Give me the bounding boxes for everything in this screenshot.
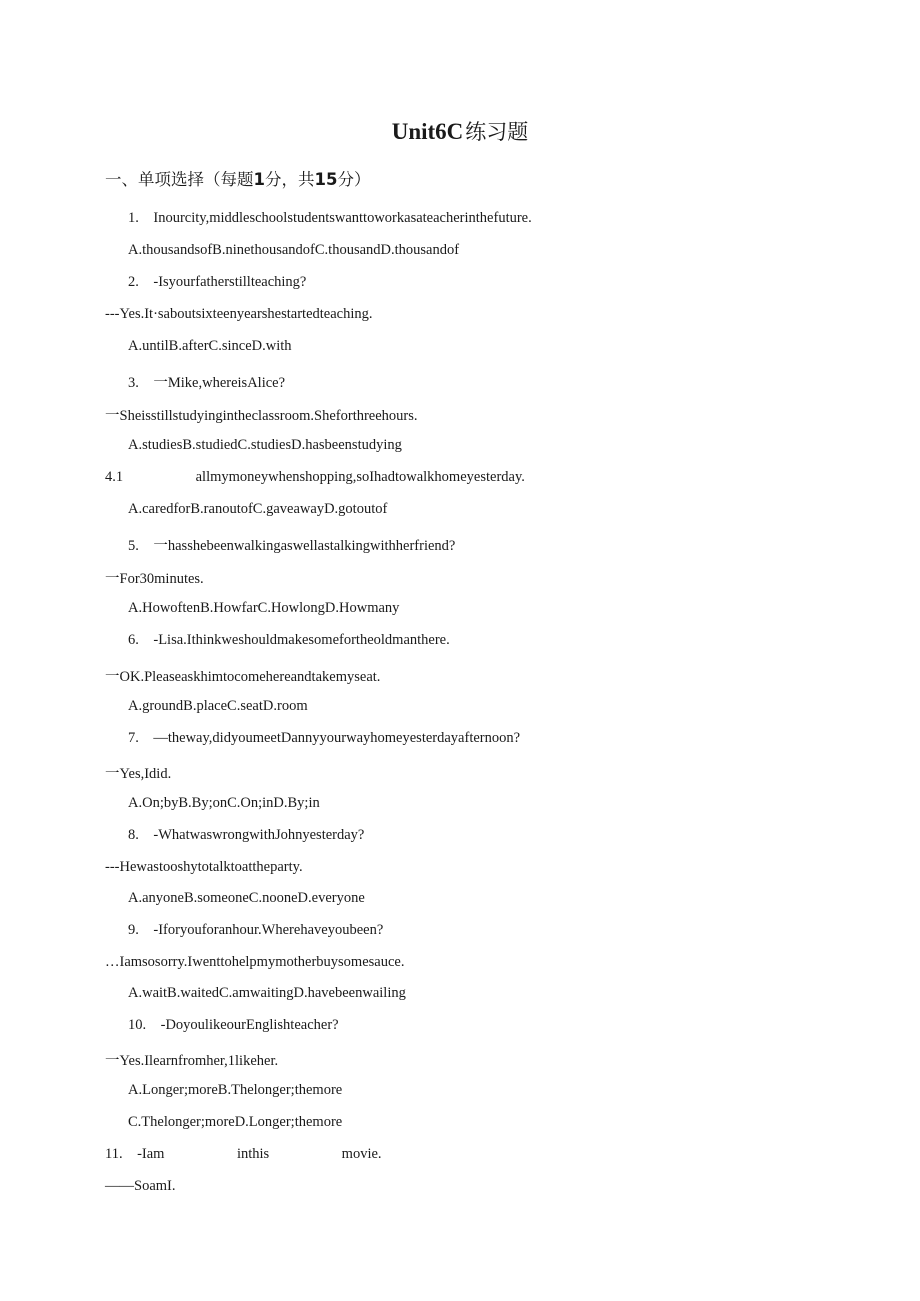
q10-options-cd: C.Thelonger;moreD.Longer;themore — [128, 1114, 343, 1130]
q5-stem: 5. 一hasshebeenwalkingaswellastalkingwithherfriend? — [128, 538, 456, 554]
q10-options-ab: A.Longer;moreB.Thelonger;themore — [128, 1082, 343, 1098]
q5-options: A.HowoftenB.HowfarC.HowlongD.Howmany — [128, 600, 400, 616]
q9-options: A.waitB.waitedC.amwaitingD.havebeenwailing — [128, 985, 406, 1001]
q1-stem: 1. Inourcity,middleschoolstudentswanttoworkasateacherinthefuture. — [128, 210, 532, 226]
title-cn: 练习题 — [465, 120, 529, 144]
q6-options: A.groundB.placeC.seatD.room — [128, 698, 308, 714]
section-total: 15 — [314, 170, 338, 189]
q4-stem: 4.1 allmymoneywhenshopping,soIhadtowalkhomeyesterday. — [105, 469, 525, 485]
q3-options: A.studiesB.studiedC.studiesD.hasbeenstudying — [128, 437, 402, 453]
q11-stem: 11. -Iam inthis movie. — [105, 1146, 382, 1162]
q5-reply: 一For30minutes. — [105, 571, 204, 587]
section-heading — [105, 166, 370, 190]
section-points: 1 — [253, 170, 265, 189]
q2-stem: 2. -Isyourfatherstillteaching? — [128, 274, 307, 290]
page-title — [0, 116, 920, 146]
q10-reply: 一Yes.Ilearnfromher,1likeher. — [105, 1053, 279, 1069]
q3-reply: 一Sheisstillstudyingintheclassroom.Sheforthreehours. — [105, 408, 418, 424]
q11-reply: ——SoamI. — [105, 1178, 176, 1194]
q7-stem: 7. —theway,didyoumeetDannyyourwayhomeyesterdayafternoon? — [128, 730, 521, 746]
q6-stem: 6. -Lisa.Ithinkweshouldmakesomefortheoldmanthere. — [128, 632, 450, 648]
section-prefix: 一、单项选择（每题 — [105, 170, 254, 189]
q1-options: A.thousandsofB.ninethousandofC.thousandD.thousandof — [128, 242, 460, 258]
q3-stem: 3. 一Mike,whereisAlice? — [128, 375, 286, 391]
q2-reply: ---Yes.It·saboutsixteenyearshestartedteaching. — [105, 306, 373, 322]
q4-options: A.caredforB.ranoutofC.gaveawayD.gotoutof — [128, 501, 388, 517]
q7-reply: 一Yes,Idid. — [105, 766, 172, 782]
title-text: Unit6C — [391, 119, 464, 144]
section-suffix: 分） — [337, 170, 371, 189]
q9-reply: …Iamsosorry.Iwenttohelpmymotherbuysomesauce. — [105, 954, 405, 970]
q9-stem: 9. -Iforyouforanhour.Wherehaveyoubeen? — [128, 922, 384, 938]
section-mid: 分，共 — [264, 170, 315, 189]
q8-stem: 8. -WhatwaswrongwithJohnyesterday? — [128, 827, 365, 843]
q8-reply: ---Hewastooshytotalktoattheparty. — [105, 859, 303, 875]
q8-options: A.anyoneB.someoneC.nooneD.everyone — [128, 890, 365, 906]
q6-reply: 一OK.Pleaseaskhimtocomehereandtakemyseat. — [105, 669, 381, 685]
q7-options: A.On;byB.By;onC.On;inD.By;in — [128, 795, 320, 811]
q10-stem: 10. -DoyoulikeourEnglishteacher? — [128, 1017, 339, 1033]
q2-options: A.untilB.afterC.sinceD.with — [128, 338, 292, 354]
